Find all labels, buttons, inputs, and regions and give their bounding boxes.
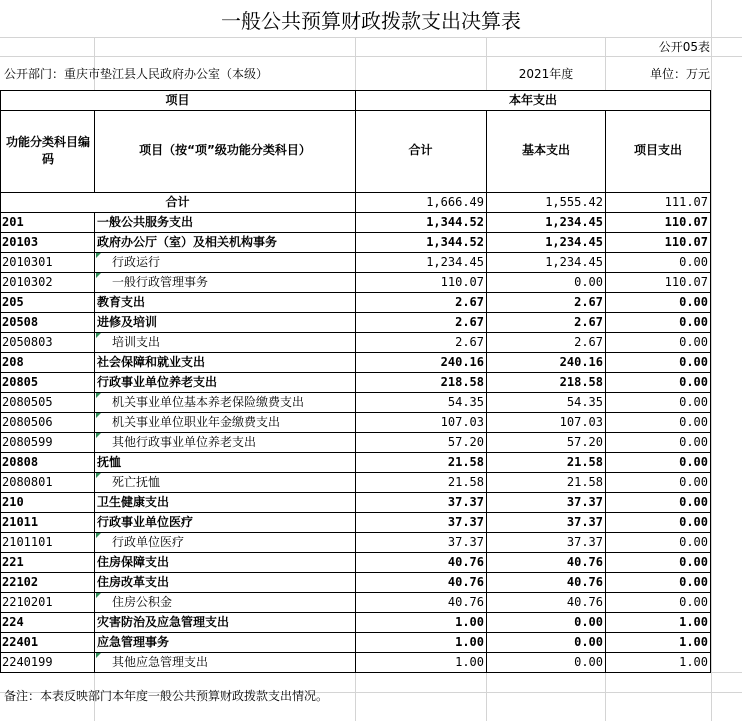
row-code: 221 — [2, 555, 24, 569]
row-total: 57.20 — [447, 435, 484, 449]
row-project: 0.00 — [679, 475, 708, 489]
row-total: 40.76 — [447, 575, 484, 589]
row-name: 死亡抚恤 — [112, 475, 161, 489]
cell-note-marker — [96, 533, 101, 538]
row-code: 22401 — [2, 635, 39, 649]
row-code: 2010302 — [2, 275, 53, 289]
row-project: 0.00 — [679, 415, 708, 429]
row-project: 1.00 — [679, 635, 708, 649]
row-project: 0.00 — [679, 595, 708, 609]
row-basic: 21.58 — [566, 475, 603, 489]
row-code: 20808 — [2, 455, 39, 469]
row-name: 应急管理事务 — [97, 635, 170, 649]
header-project-column: 项目支出 — [633, 143, 682, 157]
row-total: 2.67 — [455, 295, 484, 309]
row-name: 卫生健康支出 — [97, 495, 170, 509]
row-basic: 2.67 — [574, 315, 603, 329]
row-basic: 40.76 — [566, 555, 603, 569]
row-project: 0.00 — [679, 375, 708, 389]
row-project: 110.07 — [664, 275, 708, 289]
row-total: 110.07 — [440, 275, 484, 289]
row-code: 21011 — [2, 515, 39, 529]
row-total: 54.35 — [447, 395, 484, 409]
row-name: 进修及培训 — [97, 315, 158, 329]
row-total: 40.76 — [447, 555, 484, 569]
row-name: 政府办公厅（室）及相关机构事务 — [97, 235, 278, 249]
row-code: 22102 — [2, 575, 39, 589]
row-project: 0.00 — [679, 455, 708, 469]
row-project: 0.00 — [679, 255, 708, 269]
row-project: 1.00 — [679, 655, 708, 669]
row-code: 2080506 — [2, 415, 53, 429]
cell-note-marker — [96, 433, 101, 438]
row-name: 行政单位医疗 — [112, 535, 185, 549]
unit-label: 单位：万元 — [649, 67, 710, 81]
row-basic: 37.37 — [566, 515, 603, 529]
row-code: 2240199 — [2, 655, 53, 669]
row-total: 2.67 — [455, 315, 484, 329]
cell-note-marker — [96, 653, 101, 658]
table-code: 公开05表 — [658, 40, 710, 54]
row-total: 1,344.52 — [426, 215, 484, 229]
row-project: 0.00 — [679, 335, 708, 349]
row-name: 教育支出 — [97, 295, 146, 309]
row-basic: 37.37 — [566, 495, 603, 509]
cell-note-marker — [96, 253, 101, 258]
row-total: 37.37 — [447, 495, 484, 509]
row-name: 抚恤 — [97, 455, 122, 469]
row-basic: 1,234.45 — [545, 255, 603, 269]
row-basic: 218.58 — [559, 375, 603, 389]
row-name: 社会保障和就业支出 — [97, 355, 206, 369]
row-name: 行政运行 — [112, 255, 161, 269]
row-project: 0.00 — [679, 555, 708, 569]
row-total: 37.37 — [447, 535, 484, 549]
total-row-basic: 1,555.42 — [545, 195, 603, 209]
row-code: 2210201 — [2, 595, 53, 609]
row-code: 2101101 — [2, 535, 53, 549]
row-basic: 21.58 — [566, 455, 603, 469]
row-project: 0.00 — [679, 435, 708, 449]
row-code: 208 — [2, 355, 24, 369]
cell-note-marker — [96, 393, 101, 398]
row-name: 住房改革支出 — [97, 575, 170, 589]
row-total: 40.76 — [447, 595, 484, 609]
row-total: 218.58 — [440, 375, 484, 389]
row-total: 21.58 — [447, 455, 484, 469]
row-name: 机关事业单位基本养老保险缴费支出 — [112, 395, 305, 409]
row-code: 2080599 — [2, 435, 53, 449]
row-code: 2080505 — [2, 395, 53, 409]
cell-note-marker — [96, 333, 101, 338]
row-basic: 57.20 — [566, 435, 603, 449]
row-basic: 0.00 — [574, 615, 603, 629]
row-project: 0.00 — [679, 535, 708, 549]
row-basic: 1,234.45 — [545, 215, 603, 229]
row-code: 201 — [2, 215, 24, 229]
row-total: 21.58 — [447, 475, 484, 489]
row-total: 37.37 — [447, 515, 484, 529]
row-basic: 240.16 — [559, 355, 603, 369]
row-code: 210 — [2, 495, 24, 509]
row-basic: 2.67 — [574, 295, 603, 309]
row-project: 110.07 — [664, 215, 708, 229]
department-label: 公开部门：重庆市垫江县人民政府办公室（本级） — [4, 67, 269, 81]
row-name: 机关事业单位职业年金缴费支出 — [112, 415, 281, 429]
row-total: 1.00 — [455, 635, 484, 649]
page-title: 一般公共预算财政拨款支出决算表 — [221, 9, 521, 33]
row-basic: 54.35 — [566, 395, 603, 409]
header-total-column: 合计 — [408, 143, 433, 157]
row-code: 20508 — [2, 315, 39, 329]
row-project: 0.00 — [679, 315, 708, 329]
row-code: 20103 — [2, 235, 39, 249]
row-total: 1,344.52 — [426, 235, 484, 249]
row-project: 0.00 — [679, 495, 708, 509]
year-label: 2021年度 — [518, 67, 574, 81]
row-total: 1.00 — [455, 655, 484, 669]
header-basic-column: 基本支出 — [521, 143, 570, 157]
row-basic: 2.67 — [574, 335, 603, 349]
row-project: 0.00 — [679, 395, 708, 409]
row-basic: 40.76 — [566, 595, 603, 609]
cell-note-marker — [96, 593, 101, 598]
cell-note-marker — [96, 473, 101, 478]
row-basic: 0.00 — [574, 275, 603, 289]
header-name-column: 项目（按“项”级功能分类科目） — [139, 143, 311, 157]
total-row-label: 合计 — [165, 195, 190, 209]
row-total: 240.16 — [440, 355, 484, 369]
row-name: 住房保障支出 — [97, 555, 170, 569]
row-project: 110.07 — [664, 235, 708, 249]
row-project: 1.00 — [679, 615, 708, 629]
cell-note-marker — [96, 413, 101, 418]
cell-note-marker — [96, 273, 101, 278]
row-total: 107.03 — [440, 415, 484, 429]
row-name: 住房公积金 — [112, 595, 173, 609]
row-code: 205 — [2, 295, 24, 309]
row-total: 1.00 — [455, 615, 484, 629]
row-name: 行政事业单位医疗 — [97, 515, 194, 529]
row-code: 2010301 — [2, 255, 53, 269]
row-project: 0.00 — [679, 515, 708, 529]
row-basic: 0.00 — [574, 655, 603, 669]
header-code-column: 功能分类科目编码 — [5, 135, 90, 166]
row-name: 其他应急管理支出 — [112, 655, 209, 669]
header-spend: 本年支出 — [508, 93, 557, 107]
row-basic: 1,234.45 — [545, 235, 603, 249]
footnote: 备注：本表反映部门本年度一般公共预算财政拨款支出情况。 — [4, 689, 329, 703]
row-name: 培训支出 — [112, 335, 161, 349]
total-row-total: 1,666.49 — [426, 195, 484, 209]
row-name: 行政事业单位养老支出 — [97, 375, 218, 389]
row-total: 1,234.45 — [426, 255, 484, 269]
row-name: 其他行政事业单位养老支出 — [112, 435, 257, 449]
header-item: 项目 — [165, 93, 190, 107]
row-basic: 40.76 — [566, 575, 603, 589]
row-project: 0.00 — [679, 295, 708, 309]
row-code: 2050803 — [2, 335, 53, 349]
row-project: 0.00 — [679, 355, 708, 369]
row-total: 2.67 — [455, 335, 484, 349]
row-name: 灾害防治及应急管理支出 — [97, 615, 230, 629]
row-basic: 37.37 — [566, 535, 603, 549]
total-row-project: 111.07 — [664, 195, 708, 209]
row-name: 一般行政管理事务 — [112, 275, 209, 289]
row-code: 20805 — [2, 375, 39, 389]
row-code: 224 — [2, 615, 24, 629]
row-project: 0.00 — [679, 575, 708, 589]
row-name: 一般公共服务支出 — [97, 215, 194, 229]
row-basic: 107.03 — [559, 415, 603, 429]
row-code: 2080801 — [2, 475, 53, 489]
row-basic: 0.00 — [574, 635, 603, 649]
